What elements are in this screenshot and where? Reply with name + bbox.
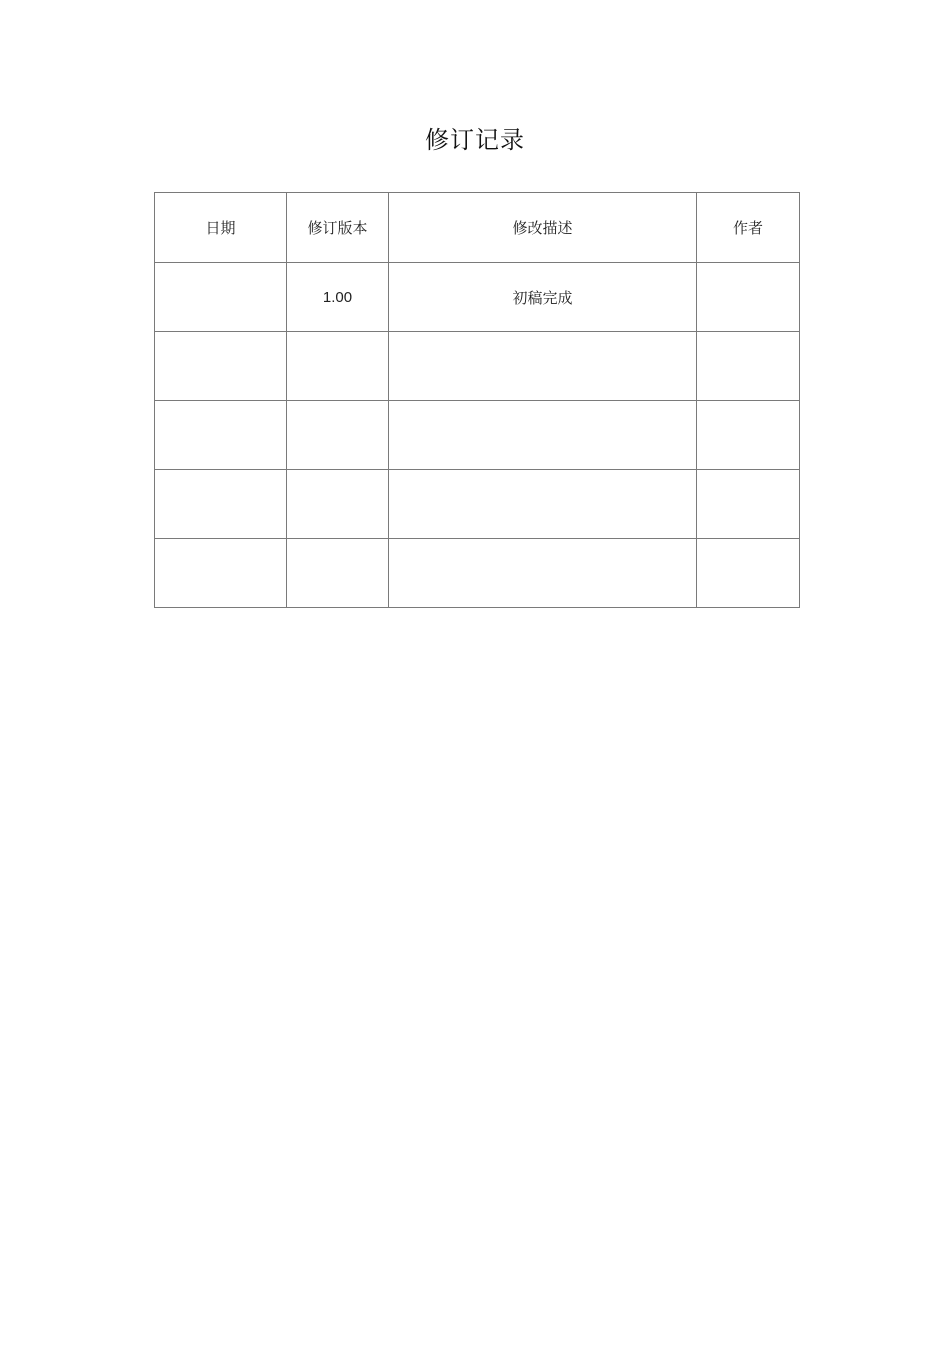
header-version: 修订版本 bbox=[287, 193, 389, 263]
header-author: 作者 bbox=[697, 193, 800, 263]
cell-version bbox=[287, 539, 389, 608]
page-title: 修订记录 bbox=[425, 126, 525, 154]
table-row bbox=[155, 470, 800, 539]
revision-table bbox=[154, 192, 800, 608]
cell-version bbox=[287, 401, 389, 470]
cell-description bbox=[389, 539, 697, 608]
table-row bbox=[155, 539, 800, 608]
cell-date bbox=[155, 470, 287, 539]
table-row bbox=[155, 263, 800, 332]
header-description: 修改描述 bbox=[389, 193, 697, 263]
header-date: 日期 bbox=[155, 193, 287, 263]
cell-version bbox=[287, 470, 389, 539]
table-row bbox=[155, 401, 800, 470]
cell-author bbox=[697, 470, 800, 539]
cell-description bbox=[389, 332, 697, 401]
cell-author bbox=[697, 332, 800, 401]
cell-version: 1.00 bbox=[287, 263, 389, 332]
table-header-row bbox=[155, 193, 800, 263]
table-row bbox=[155, 332, 800, 401]
cell-date bbox=[155, 539, 287, 608]
cell-description bbox=[389, 401, 697, 470]
cell-date bbox=[155, 263, 287, 332]
cell-date bbox=[155, 332, 287, 401]
cell-date bbox=[155, 401, 287, 470]
cell-author bbox=[697, 263, 800, 332]
cell-author bbox=[697, 401, 800, 470]
cell-description bbox=[389, 470, 697, 539]
cell-description: 初稿完成 bbox=[389, 263, 697, 332]
cell-author bbox=[697, 539, 800, 608]
cell-version bbox=[287, 332, 389, 401]
